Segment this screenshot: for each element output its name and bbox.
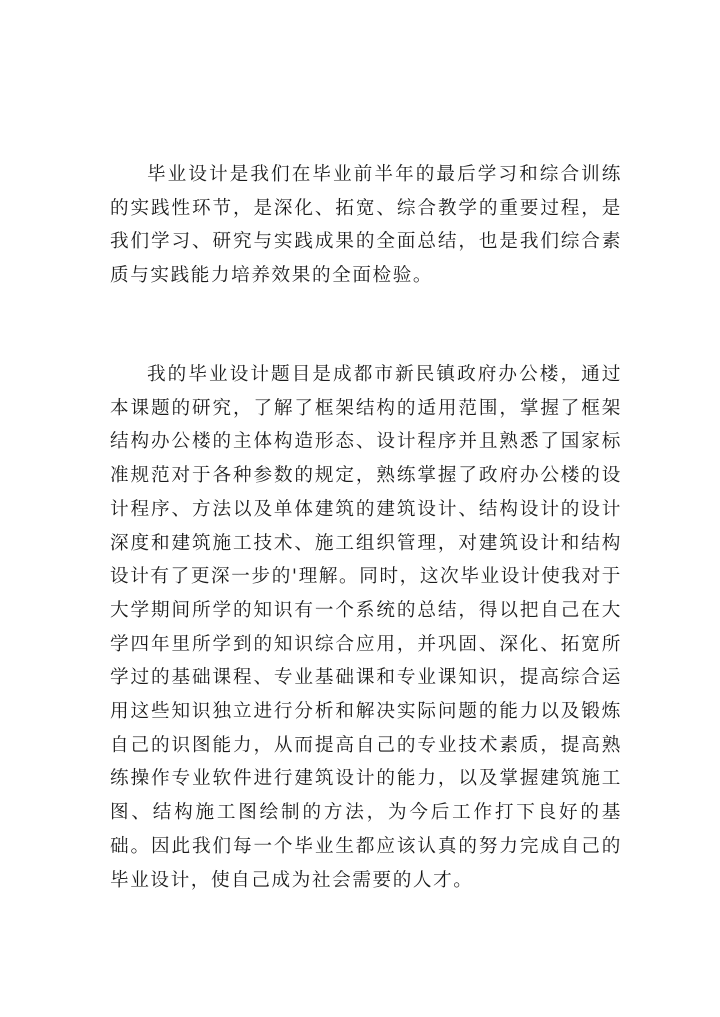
paragraph-intro: 毕业设计是我们在毕业前半年的最后学习和综合训练的实践性环节，是深化、拓宽、综合教学的重要过程，是我们学习、研究与实践成果的全面总结，也是我们综合素质与实践能力培养效果的全面检验。 <box>110 164 622 287</box>
paragraph-design-topic: 我的毕业设计题目是成都市新民镇政府办公楼，通过本课题的研究，了解了框架结构的适用范围，掌握了框架结构办公楼的主体构造形态、设计程序并且熟悉了国家标准规范对于各种参数的规定，熟练掌握了政府办公楼的设计程序、方法以及单体建筑的建筑设计、结构设计的设计深度和建筑施工技术、施工组织管理，对建筑设计和结构设计有了更深一步的'理解。同时，这次毕业设计使我对于大学期间所学的知识有一个系统的总结，得以把自己在大学四年里所学到的知识综合应用，并巩固、深化、拓宽所学过的基础课程、专业基础课和专业课知识，提高综合运用这些知识独立进行分析和解决实际问题的能力以及锻炼自己的识图能力，从而提高自己的专业技术素质，提高熟练操作专业软件进行建筑设计的能力，以及掌握建筑施工图、结构施工图绘制的方法，为今后工作打下良好的基础。因此我们每一个毕业生都应该认真的努力完成自己的毕业设计，使自己成为社会需要的人才。 <box>110 364 622 891</box>
